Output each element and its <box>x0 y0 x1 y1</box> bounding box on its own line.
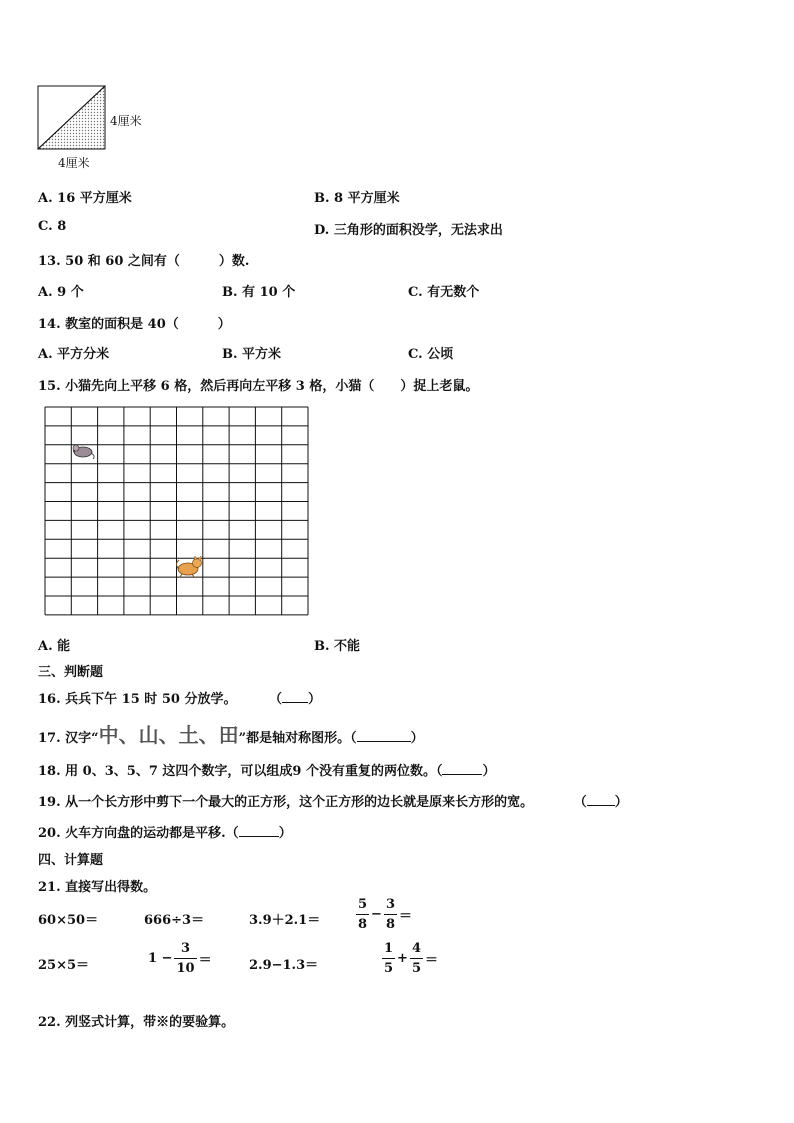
q21-stem: 21. 直接写出得数。 <box>38 880 157 895</box>
q14-stem: 14. 教室的面积是 40（ ） <box>38 317 231 332</box>
q13-option-b[interactable]: B. 有 10 个 <box>222 285 296 300</box>
q21-r2-c: 2.9−1.3＝ <box>249 958 319 973</box>
q16-answer-blank[interactable] <box>282 691 308 703</box>
q21-r1-b: 666÷3＝ <box>144 913 205 928</box>
q12-option-c[interactable]: C. 8 <box>38 219 67 234</box>
q15-option-a[interactable]: A. 能 <box>38 639 71 654</box>
section-3-heading: 三、判断题 <box>38 665 104 680</box>
q12-option-d[interactable]: D. 三角形的面积没学，无法求出 <box>314 223 503 238</box>
q12-option-b[interactable]: B. 8 平方厘米 <box>314 191 400 206</box>
q12-option-a[interactable]: A. 16 平方厘米 <box>38 191 132 206</box>
q21-r1-a: 60×50＝ <box>38 913 99 928</box>
q14-option-a[interactable]: A. 平方分米 <box>38 347 110 362</box>
q21-r2-d: $\frac{1}{5}$ + $\frac{4}{5}$ ＝ <box>384 941 439 976</box>
q16: 16. 兵兵下午 15 时 50 分放学。 （ ） <box>38 692 322 707</box>
q21-r1-d: $\frac{5}{8}$ − $\frac{3}{8}$ ＝ <box>358 897 413 932</box>
q21-r1-c: 3.9＋2.1＝ <box>249 913 321 928</box>
q20-answer-blank[interactable] <box>239 825 279 837</box>
translation-grid <box>44 406 310 616</box>
fraction-1-5: $\frac{1}{5}$ <box>384 941 394 976</box>
q18-answer-blank[interactable] <box>442 763 482 775</box>
q13-option-a[interactable]: A. 9 个 <box>38 285 84 300</box>
q15-stem: 15. 小猫先向上平移 6 格，然后再向左平移 3 格，小猫（ ）捉上老鼠。 <box>38 379 479 394</box>
q21-r2-a: 25×5＝ <box>38 958 90 973</box>
mouse-icon <box>73 445 94 459</box>
section-4-heading: 四、计算题 <box>38 853 104 868</box>
q14-option-c[interactable]: C. 公顷 <box>408 347 454 362</box>
q13-stem: 13. 50 和 60 之间有（ ）数. <box>38 254 250 269</box>
q14-option-b[interactable]: B. 平方米 <box>222 347 282 362</box>
q19-answer-blank[interactable] <box>587 794 615 806</box>
q13-option-c[interactable]: C. 有无数个 <box>408 285 480 300</box>
q17-hanzi-chars: 中、山、土、田 <box>98 723 239 747</box>
q22-stem: 22. 列竖式计算，带※的要验算。 <box>38 1015 235 1030</box>
q21-r2-b: 1 − $\frac{3}{10}$ ＝ <box>148 941 212 976</box>
q20: 20. 火车方向盘的运动都是平移.（ ） <box>38 826 292 841</box>
q18: 18. 用 0、3、5、7 这四个数字，可以组成9 个没有重复的两位数。（ ） <box>38 764 496 779</box>
fraction-5-8: $\frac{5}{8}$ <box>358 897 368 932</box>
square-side-label-right: 4厘米 <box>110 114 142 128</box>
q15-option-b[interactable]: B. 不能 <box>314 639 361 654</box>
fraction-3-8: $\frac{3}{8}$ <box>385 897 395 932</box>
q17-answer-blank[interactable] <box>357 730 411 742</box>
fraction-3-10: $\frac{3}{10}$ <box>176 941 195 976</box>
fraction-4-5: $\frac{4}{5}$ <box>411 941 421 976</box>
cat-icon <box>177 556 202 577</box>
q17: 17. 汉字“中、山、土、田”都是轴对称图形。（ ） <box>38 723 424 747</box>
q19: 19. 从一个长方形中剪下一个最大的正方形，这个正方形的边长就是原来长方形的宽。 （ ） <box>38 795 628 810</box>
square-side-label-bottom: 4厘米 <box>58 156 90 170</box>
